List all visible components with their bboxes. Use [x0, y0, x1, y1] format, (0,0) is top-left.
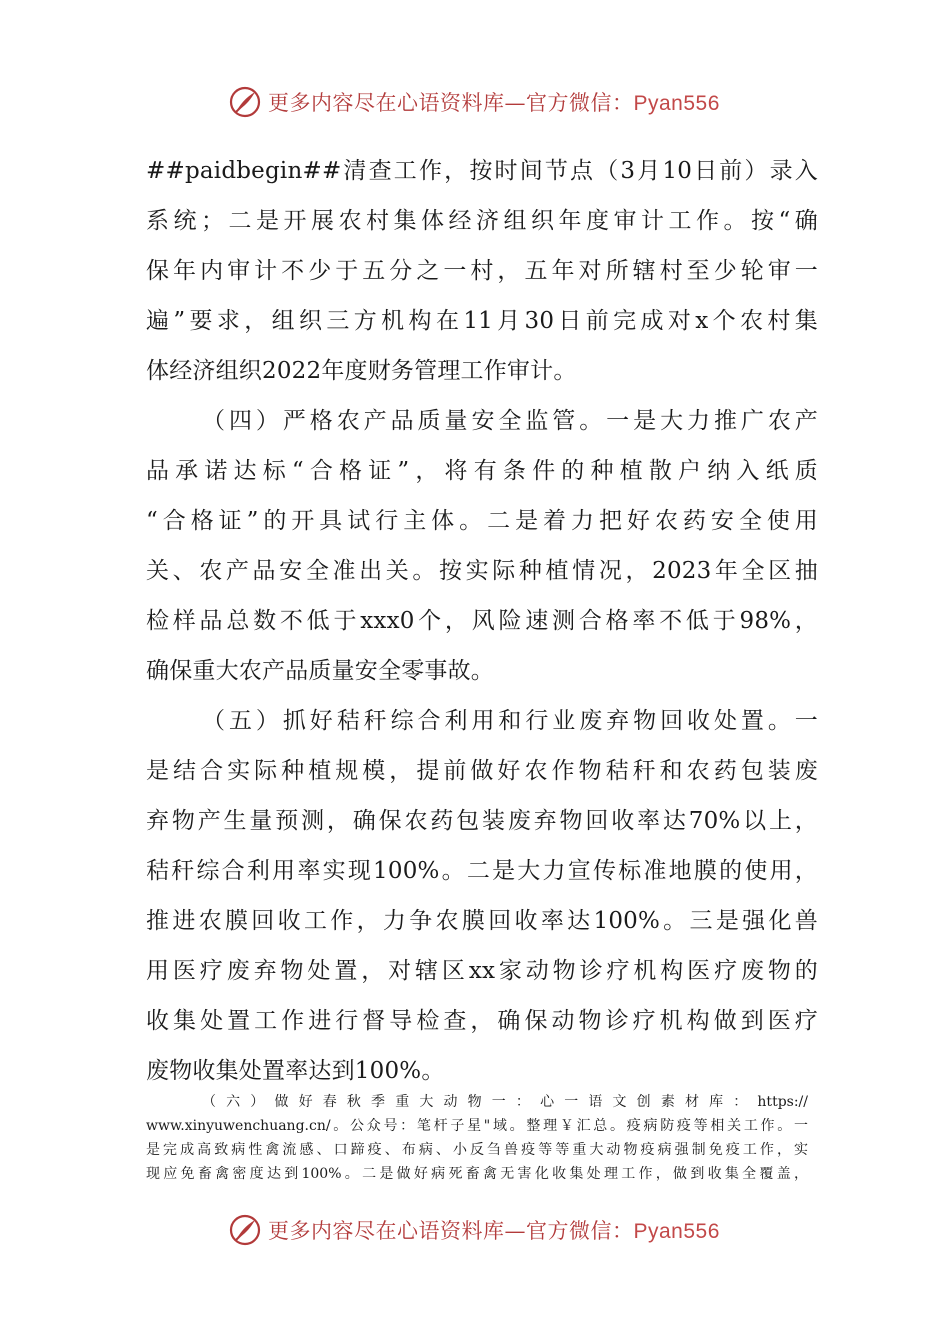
body-line: 系统；二是开展农村集体经济组织年度审计工作。按“确 — [146, 208, 818, 234]
section-six-paragraph — [146, 1090, 808, 1186]
small-line: 现应免畜禽密度达到100%。二是做好病死畜禽无害化收集处理工作，做到收集全覆盖， — [146, 1166, 808, 1182]
body-line: 秸秆综合利用率实现100%。二是大力宣传标准地膜的使用， — [146, 858, 818, 884]
banner-text — [268, 87, 720, 117]
banner-text — [268, 1215, 720, 1245]
body-line: 品承诺达标“合格证”，将有条件的种植散户纳入纸质 — [146, 458, 818, 484]
banner-label: 更多内容尽在心语资料库—官方微信： — [268, 1219, 634, 1243]
body-line: 用医疗废弃物处置，对辖区xx家动物诊疗机构医疗废物的 — [146, 958, 818, 984]
body-line: 弃物产生量预测，确保农药包装废弃物回收率达70%以上， — [146, 808, 818, 834]
body-line: 关、农产品安全准出关。按实际种植情况，2023年全区抽 — [146, 558, 818, 584]
document-body — [146, 146, 818, 1096]
body-line: 是结合实际种植规模，提前做好农作物秸秆和农药包装废 — [146, 758, 818, 784]
body-line: “合格证”的开具试行主体。二是着力把好农药安全使用 — [146, 508, 818, 534]
body-line: 检样品总数不低于xxx0个，风险速测合格率不低于98%， — [146, 608, 818, 634]
banner-wechat-id: Pyan556 — [633, 1220, 720, 1243]
body-line: 保年内审计不少于五分之一村，五年对所辖村至少轮审一 — [146, 258, 818, 284]
body-line: ##paidbegin##清查工作，按时间节点（3月10日前）录入 — [146, 158, 818, 184]
footer-watermark-banner — [228, 1210, 788, 1250]
quill-logo-icon — [228, 1213, 262, 1247]
header-watermark-banner — [228, 82, 788, 122]
small-line: （六）做好春秋季重大动物一：心一语文创素材库：https:// — [202, 1094, 808, 1110]
body-line: 收集处置工作进行督导检查，确保动物诊疗机构做到医疗 — [146, 1008, 818, 1034]
small-line: www.xinyuwenchuang.cn/。公众号：笔杆子星"域。整理￥汇总。疫病防疫等相关工作。一 — [146, 1118, 808, 1134]
body-line: 确保重大农产品质量安全零事故。 — [146, 658, 494, 684]
body-line: 遍”要求，组织三方机构在11月30日前完成对x个农村集 — [146, 308, 818, 334]
quill-logo-icon — [228, 85, 262, 119]
banner-wechat-id: Pyan556 — [633, 92, 720, 115]
small-line: 是完成高致病性禽流感、口蹄疫、布病、小反刍兽疫等等重大动物疫病强制免疫工作，实 — [146, 1142, 808, 1158]
section-five-heading-line: （五）抓好秸秆综合利用和行业废弃物回收处置。一 — [202, 708, 818, 734]
body-line: 废物收集处置率达到100%。 — [146, 1058, 445, 1084]
body-line: 推进农膜回收工作，力争农膜回收率达100%。三是强化兽 — [146, 908, 818, 934]
body-line: 体经济组织2022年度财务管理工作审计。 — [146, 358, 577, 384]
banner-label: 更多内容尽在心语资料库—官方微信： — [268, 91, 634, 115]
section-four-heading-line: （四）严格农产品质量安全监管。一是大力推广农产 — [202, 408, 818, 434]
